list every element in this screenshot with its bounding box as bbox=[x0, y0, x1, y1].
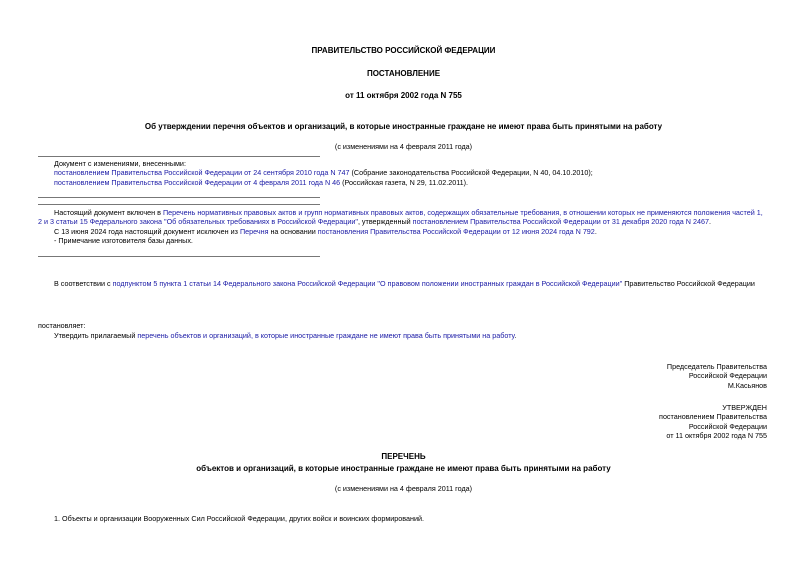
signature-name: М.Касьянов bbox=[727, 380, 767, 390]
signature-block bbox=[447, 362, 767, 390]
changes-block bbox=[54, 159, 754, 187]
revision-note: (с изменениями на 4 февраля 2011 года) bbox=[334, 142, 473, 151]
perechen-object-link[interactable]: перечень объектов и организаций, в которые иностранные граждане не имеют права быть принятыми на работу bbox=[137, 331, 515, 340]
change-link-46[interactable]: постановлением Правительства Российской Федерации от 4 февраля 2011 года N 46 bbox=[54, 177, 341, 187]
notice-text: , утвержденный bbox=[357, 217, 413, 227]
federal-law-link[interactable]: подпунктом 5 пункта 1 статьи 14 Федерального закона Российской Федерации "О правовом положении иностранных граждан в Российской Федерации" bbox=[112, 279, 623, 288]
notice-text: на основании bbox=[268, 226, 318, 236]
perechnya-link[interactable]: Перечня bbox=[239, 226, 269, 236]
notice-block bbox=[38, 208, 768, 245]
change-link-747[interactable]: постановлением Правительства Российской Федерации от 24 сентября 2010 года N 747 bbox=[54, 168, 350, 178]
document-title: Об утверждении перечня объектов и организаций, в которые иностранные граждане не имеют права быть принятыми на работу bbox=[144, 122, 663, 131]
approved-line: Российской Федерации bbox=[688, 421, 767, 431]
postanovlenie-792-link[interactable]: постановления Правительства Российской Федерации от 12 июня 2024 года N 792 bbox=[317, 226, 595, 236]
signature-line: Председатель Правительства bbox=[666, 362, 767, 371]
list-heading: ПЕРЕЧЕНЬ bbox=[381, 452, 426, 461]
notice-paragraph bbox=[38, 208, 768, 227]
divider bbox=[38, 197, 320, 198]
document-type: ПОСТАНОВЛЕНИЕ bbox=[366, 69, 441, 78]
approve-text: . bbox=[514, 331, 517, 340]
basis-text: Правительство Российской Федерации bbox=[622, 279, 755, 288]
change-source: (Собрание законодательства Российской Федерации, N 40, 04.10.2010); bbox=[349, 168, 593, 178]
postanovlenie-2467-link[interactable]: постановлением Правительства Российской Федерации от 31 декабря 2020 года N 2467 bbox=[412, 217, 709, 227]
basis-paragraph bbox=[54, 279, 774, 288]
perechen-link[interactable]: Перечень нормативных правовых актов и групп нормативных правовых актов, содержащих обязательные требования, в отношении которых не применяются положения частей 1, 2 и 3 статьи 15 Федерального закона "Об обязательных требованиях в Российской Федерации" bbox=[38, 208, 763, 227]
list-item: 1. Объекты и организации Вооруженных Сил Российской Федерации, других войск и воинских формирований. bbox=[54, 514, 425, 523]
notice-text: . bbox=[708, 217, 711, 227]
basis-text: В соответствии с bbox=[54, 279, 113, 288]
notice-text: . bbox=[594, 226, 597, 236]
change-source: (Российская газета, N 29, 11.02.2011). bbox=[340, 177, 469, 187]
list-revision-note: (с изменениями на 4 февраля 2011 года) bbox=[334, 484, 473, 493]
notice-paragraph bbox=[38, 227, 768, 236]
resolves-word: постановляет: bbox=[38, 321, 86, 330]
approved-line: от 11 октября 2002 года N 755 bbox=[666, 431, 767, 441]
signature-line: Российской Федерации bbox=[688, 371, 767, 381]
divider bbox=[38, 256, 320, 257]
list-subheading: объектов и организаций, в которые иностранные граждане не имеют права быть принятыми на работу bbox=[196, 464, 611, 473]
notice-text: С 13 июня 2024 года настоящий документ исключен из bbox=[54, 226, 240, 236]
db-note: - Примечание изготовителя базы данных. bbox=[54, 236, 193, 246]
change-item bbox=[54, 168, 754, 177]
approved-line: УТВЕРЖДЕН bbox=[722, 403, 767, 412]
document-date-number: от 11 октября 2002 года N 755 bbox=[345, 91, 462, 100]
approved-line: постановлением Правительства bbox=[659, 412, 767, 422]
approve-text: Утвердить прилагаемый bbox=[54, 331, 138, 340]
divider bbox=[38, 156, 320, 157]
divider bbox=[38, 204, 320, 205]
government-heading: ПРАВИТЕЛЬСТВО РОССИЙСКОЙ ФЕДЕРАЦИИ bbox=[311, 46, 496, 55]
change-item bbox=[54, 178, 754, 187]
approve-paragraph bbox=[54, 331, 774, 340]
changes-intro: Документ с изменениями, внесенными: bbox=[54, 159, 186, 168]
approved-block bbox=[447, 403, 767, 440]
notice-text: Настоящий документ включен в bbox=[54, 208, 163, 217]
